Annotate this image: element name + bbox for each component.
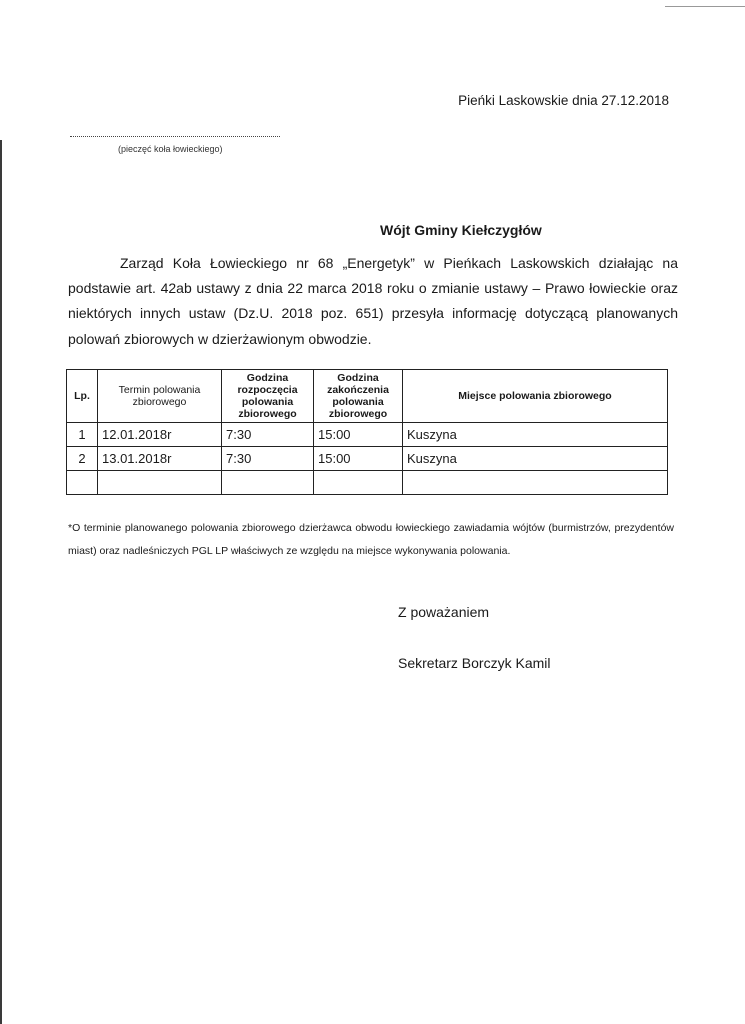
cell-date xyxy=(98,471,222,495)
cell-place: Kuszyna xyxy=(403,447,668,471)
scan-edge-top xyxy=(665,6,745,7)
table-header-row xyxy=(67,370,668,423)
stamp-caption: (pieczęć koła łowieckiego) xyxy=(118,144,223,154)
header-date: Termin polowania zbiorowego xyxy=(98,370,222,423)
cell-start xyxy=(222,471,314,495)
cell-lp: 2 xyxy=(67,447,98,471)
header-end: Godzina zakończenia polowania zbiorowego xyxy=(314,370,403,423)
header-lp: Lp. xyxy=(67,370,98,423)
body-paragraph: Zarząd Koła Łowieckiego nr 68 „Energetyk” w Pieńkach Laskowskich działając na podstawie art. 42ab ustawy z dnia 22 marca 2018 roku o zmianie ustawy – Prawo łowieckie oraz niektórych innych ustaw (Dz.U. 2018 poz. 651) przesyła informację dotyczącą planowanych polowań zbiorowych w dzierżawionym obwodzie. xyxy=(68,255,678,347)
cell-place: Kuszyna xyxy=(403,423,668,447)
stamp-placeholder-line xyxy=(70,136,280,137)
cell-lp xyxy=(67,471,98,495)
signature: Sekretarz Borczyk Kamil xyxy=(398,655,551,671)
cell-date: 13.01.2018r xyxy=(98,447,222,471)
closing-phrase: Z poważaniem xyxy=(398,604,490,620)
table-row xyxy=(67,423,668,447)
cell-end: 15:00 xyxy=(314,447,403,471)
header-place: Miejsce polowania zbiorowego xyxy=(403,370,668,423)
cell-end xyxy=(314,471,403,495)
cell-date: 12.01.2018r xyxy=(98,423,222,447)
table-row xyxy=(67,471,668,495)
table-row xyxy=(67,447,668,471)
cell-lp: 1 xyxy=(67,423,98,447)
cell-start: 7:30 xyxy=(222,447,314,471)
recipient-heading: Wójt Gminy Kiełczygłów xyxy=(380,222,542,238)
hunts-table xyxy=(66,369,668,495)
cell-start: 7:30 xyxy=(222,423,314,447)
place-date: Pieńki Laskowskie dnia 27.12.2018 xyxy=(458,93,669,108)
footnote: *O terminie planowanego polowania zbiorowego dzierżawca obwodu łowieckiego zawiadamia wójtów (burmistrzów, prezydentów miast) oraz nadleśniczych PGL LP właściwych ze względu na miejsce wykonywania polowania. xyxy=(68,522,674,557)
scan-edge-left xyxy=(0,140,2,1024)
header-start: Godzina rozpoczęcia polowania zbiorowego xyxy=(222,370,314,423)
cell-end: 15:00 xyxy=(314,423,403,447)
cell-place xyxy=(403,471,668,495)
